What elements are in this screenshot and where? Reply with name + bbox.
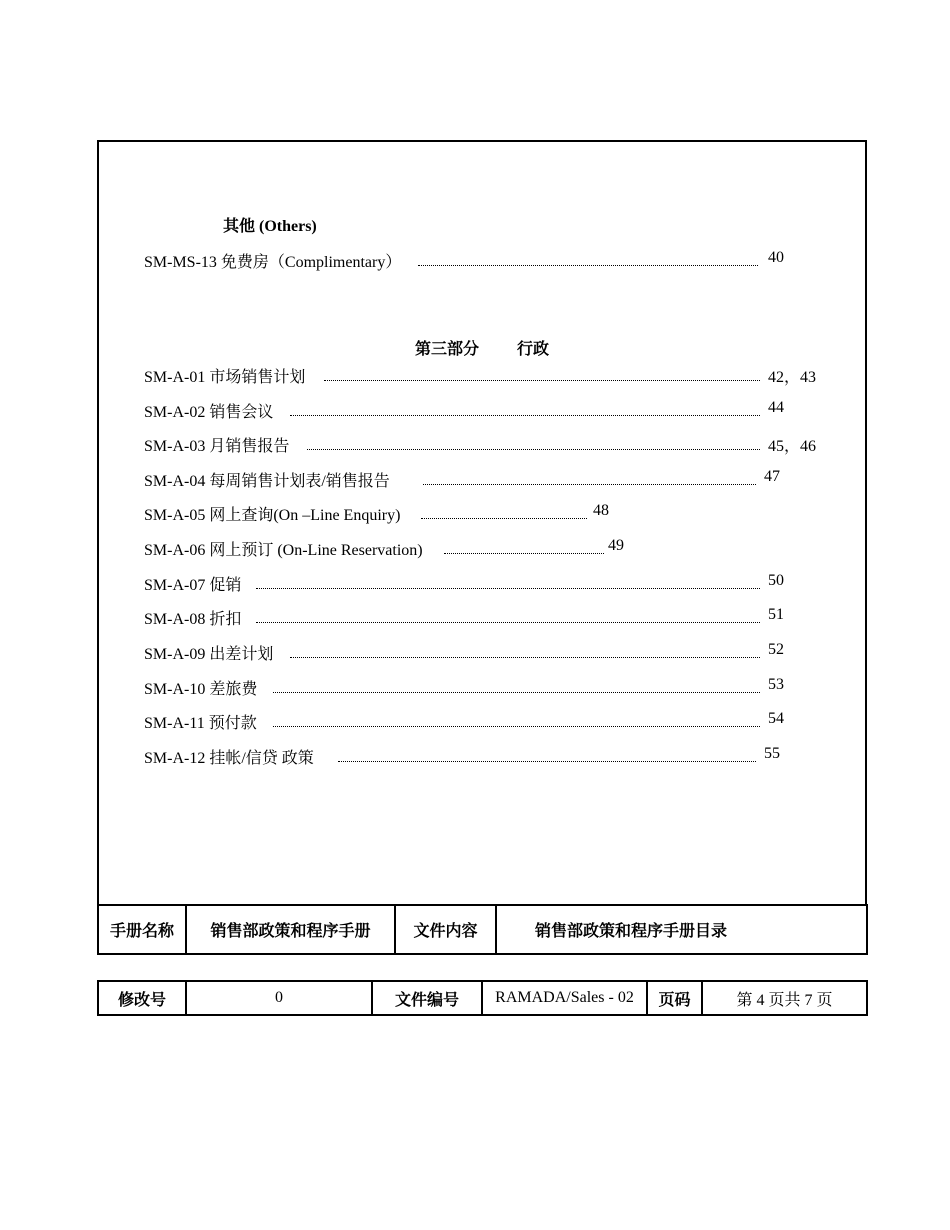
toc-entry-sm-ms-13 xyxy=(144,249,804,273)
toc-entry-sm-a-05 xyxy=(144,502,824,526)
toc-entry-sm-a-07 xyxy=(144,572,824,596)
content-value: 销售部政策和程序手册目录 xyxy=(496,905,867,954)
leader-dots xyxy=(290,657,760,658)
toc-title: 每周销售计划表/销售报告 xyxy=(209,473,390,490)
toc-title: 出差计划 xyxy=(209,646,274,663)
part3-heading-title: 行政 xyxy=(517,341,550,358)
toc-title: 促销 xyxy=(209,577,242,594)
toc-entry-text xyxy=(144,433,289,456)
toc-code: SM-A-07 xyxy=(144,577,206,594)
toc-code: SM-A-05 xyxy=(144,507,206,524)
toc-page: 53 xyxy=(768,676,784,693)
toc-entry-sm-a-09 xyxy=(144,641,824,665)
toc-entry-text xyxy=(144,502,400,525)
toc-title: 差旅费 xyxy=(209,681,258,698)
toc-entry-text xyxy=(144,399,273,422)
toc-entry-sm-a-03 xyxy=(144,433,824,457)
part3-heading-part: 第三部分 xyxy=(415,341,480,358)
toc-page: 54 xyxy=(768,710,784,727)
toc-entry-sm-a-12 xyxy=(144,745,824,769)
toc-title: 市场销售计划 xyxy=(209,369,306,386)
toc-code: SM-A-03 xyxy=(144,438,206,455)
toc-entry-text xyxy=(144,249,401,272)
toc-code: SM-A-10 xyxy=(144,681,206,698)
leader-dots xyxy=(418,265,758,266)
toc-entry-text xyxy=(144,572,241,595)
toc-code: SM-A-12 xyxy=(144,750,206,767)
toc-entry-sm-a-02 xyxy=(144,399,824,423)
toc-page: 47 xyxy=(764,468,780,485)
toc-code: SM-A-06 xyxy=(144,542,206,559)
toc-title: 免费房（Complimentary） xyxy=(220,254,402,271)
toc-entry-text xyxy=(144,364,305,387)
toc-entry-text xyxy=(144,468,390,491)
leader-dots xyxy=(421,518,587,519)
leader-dots xyxy=(423,484,756,485)
toc-page: 49 xyxy=(608,537,624,554)
toc-code: SM-A-01 xyxy=(144,369,206,386)
manual-info-table xyxy=(97,904,868,955)
page-info: 第 4 页共 7 页 xyxy=(702,981,867,1015)
leader-dots xyxy=(273,692,760,693)
content-label: 文件内容 xyxy=(395,905,496,954)
toc-title: 销售会议 xyxy=(209,404,274,421)
toc-code: SM-A-02 xyxy=(144,404,206,421)
revision-info-table xyxy=(97,980,868,1016)
toc-entry-sm-a-04 xyxy=(144,468,824,492)
manual-name: 销售部政策和程序手册 xyxy=(186,905,395,954)
toc-entry-text xyxy=(144,745,314,768)
leader-dots xyxy=(273,726,760,727)
doc-no-value: RAMADA/Sales - 02 xyxy=(482,981,647,1015)
leader-dots xyxy=(307,449,760,450)
others-heading: 其他 (Others) xyxy=(223,218,317,235)
toc-page: 45，46 xyxy=(768,438,817,455)
toc-entry-text xyxy=(144,641,273,664)
toc-entry-text xyxy=(144,676,257,699)
manual-name-label: 手册名称 xyxy=(98,905,186,954)
toc-entry-sm-a-11 xyxy=(144,710,824,734)
toc-title: 折扣 xyxy=(209,611,242,628)
toc-page: 40 xyxy=(768,249,784,266)
toc-title: 挂帐/信贷 政策 xyxy=(209,750,314,767)
toc-entry-text xyxy=(144,606,241,629)
toc-code: SM-A-04 xyxy=(144,473,206,490)
toc-entry-text xyxy=(144,537,423,560)
toc-page: 42，43 xyxy=(768,369,817,386)
toc-entry-sm-a-08 xyxy=(144,606,824,630)
toc-entry-text xyxy=(144,710,257,733)
toc-title: 预付款 xyxy=(208,715,257,732)
leader-dots xyxy=(256,622,760,623)
toc-page: 50 xyxy=(768,572,784,589)
toc-title: 网上查询(On –Line Enquiry) xyxy=(209,507,401,524)
doc-no-label: 文件编号 xyxy=(372,981,482,1015)
toc-entry-sm-a-10 xyxy=(144,676,824,700)
toc-page: 51 xyxy=(768,606,784,623)
toc-page: 48 xyxy=(593,502,609,519)
page-label: 页码 xyxy=(647,981,702,1015)
toc-page: 55 xyxy=(764,745,780,762)
toc-title: 网上预订 (On-Line Reservation) xyxy=(209,542,423,559)
leader-dots xyxy=(256,588,760,589)
toc-entry-sm-a-01 xyxy=(144,364,824,388)
leader-dots xyxy=(290,415,760,416)
toc-code: SM-A-11 xyxy=(144,715,205,732)
toc-title: 月销售报告 xyxy=(209,438,290,455)
toc-code: SM-A-09 xyxy=(144,646,206,663)
revision-label: 修改号 xyxy=(98,981,186,1015)
revision-value: 0 xyxy=(186,981,372,1015)
toc-page: 44 xyxy=(768,399,784,416)
leader-dots xyxy=(324,380,760,381)
toc-entry-sm-a-06 xyxy=(144,537,824,561)
leader-dots xyxy=(338,761,756,762)
toc-code: SM-A-08 xyxy=(144,611,206,628)
toc-code: SM-MS-13 xyxy=(144,254,217,271)
toc-page: 52 xyxy=(768,641,784,658)
leader-dots xyxy=(444,553,604,554)
